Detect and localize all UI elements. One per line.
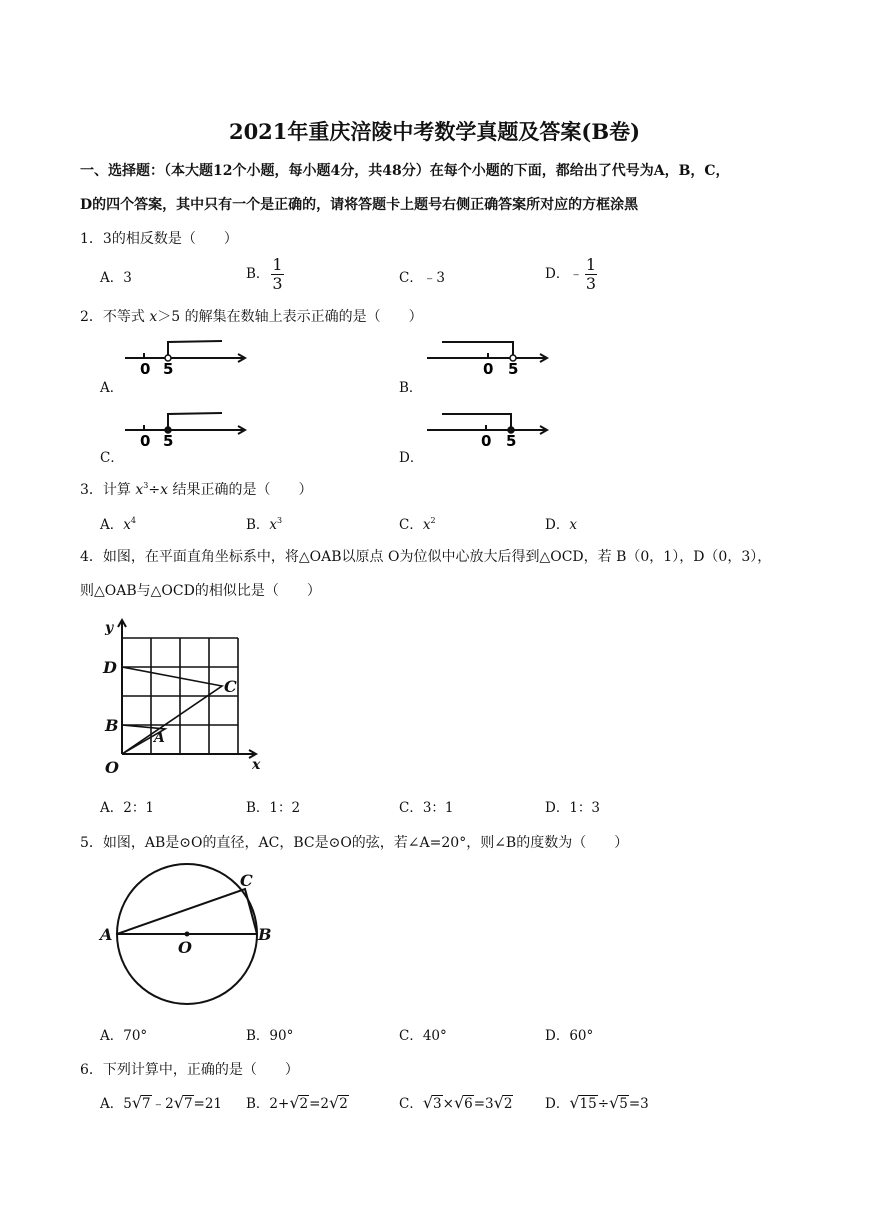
section-instructions-line2: D的四个答案，其中只有一个是正确的，请将答题卡上题号右侧正确答案所对应的方框涂黑 [80, 197, 639, 213]
q6-option-d: D．√15÷√5=3 [545, 1093, 649, 1112]
q2-d-five: 5 [506, 432, 517, 450]
q2-option-b-label: B． [399, 380, 423, 396]
q5-circle-figure [95, 858, 295, 1008]
x-axis-label: x [252, 757, 261, 773]
section-instructions-line1: 一、选择题：（本大题12个小题，每小题4分，共48分）在每个小题的下面，都给出了代号为A，B，C， [80, 163, 730, 179]
q2-option-d-label: D． [399, 450, 424, 466]
question-5-stem: 5．如图，AB是⊙O的直径，AC，BC是⊙O的弦，若∠A=20°，则∠B的度数为（ ） [80, 835, 629, 851]
q5-center-o-label: O [178, 938, 192, 957]
q4-option-b: B．1：2 [246, 800, 301, 816]
q2-option-a-numberline [120, 336, 250, 376]
q5-option-b: B．90° [246, 1028, 294, 1044]
q2-option-d-numberline [424, 408, 554, 448]
question-6-stem: 6．下列计算中，正确的是（ ） [80, 1062, 299, 1078]
q4-option-a: A．2：1 [100, 800, 154, 816]
q4-option-d: D．1：3 [545, 800, 601, 816]
q6-option-a: A．5√7﹣2√7=21 [100, 1093, 223, 1112]
q3-option-d: D．x [545, 517, 577, 533]
q5-point-c-label: C [240, 871, 253, 890]
q2-b-zero: 0 [483, 360, 494, 378]
y-axis-label: y [105, 620, 114, 636]
q2-d-zero: 0 [481, 432, 492, 450]
q3-option-c: C．$x^2$ [399, 516, 436, 533]
q2-option-c-numberline [120, 408, 250, 448]
q2-a-five: 5 [163, 360, 174, 378]
question-4-stem-line1: 4．如图，在平面直角坐标系中，将△OAB以原点 O为位似中心放大后得到△OCD，若 B（0，1），D（0，3）， [80, 549, 772, 565]
q2-option-a-label: A． [100, 380, 124, 396]
q5-option-a: A．70° [100, 1028, 148, 1044]
q5-option-c: C．40° [399, 1028, 447, 1044]
point-d-label: D [103, 658, 117, 677]
q2-option-b-numberline [424, 336, 554, 376]
point-a-label: A [154, 730, 165, 746]
q5-point-a-label: A [100, 925, 113, 944]
q2-option-c-label: C． [100, 450, 124, 466]
q5-point-b-label: B [258, 925, 272, 944]
q2-c-five: 5 [163, 432, 174, 450]
q6-option-b: B．2+√2=2√2 [246, 1093, 348, 1112]
q2-b-five: 5 [508, 360, 519, 378]
question-1-stem: 1．3的相反数是（ ） [80, 231, 238, 247]
q4-option-c: C．3：1 [399, 800, 454, 816]
page-title: 2021年重庆涪陵中考数学真题及答案(B卷) [228, 119, 641, 144]
q2-a-zero: 0 [140, 360, 151, 378]
question-3-stem: 3．计算 $x^3\div x$ 结果正确的是（ ） [80, 481, 313, 498]
question-2-stem: 2．不等式 x＞5 的解集在数轴上表示正确的是（ ） [80, 309, 423, 325]
q2-c-zero: 0 [140, 432, 151, 450]
question-4-stem-line2: 则△OAB与△OCD的相似比是（ ） [80, 583, 321, 599]
q1-option-b: B． $\frac{1}{3}$ [246, 255, 283, 293]
q3-option-b: B．$x^3$ [246, 516, 283, 533]
q4-coordinate-figure [100, 616, 270, 776]
q1-option-d: D．﹣ $\frac{1}{3}$ [545, 255, 597, 293]
q6-option-c: C．√3×√6=3√2 [399, 1093, 513, 1112]
q1-option-a: A．3 [100, 270, 132, 286]
q1-option-c: C．﹣3 [399, 270, 445, 286]
q3-option-a: A．$x^4$ [100, 516, 136, 533]
point-c-label: C [224, 677, 237, 696]
point-b-label: B [105, 716, 119, 735]
q5-option-d: D．60° [545, 1028, 594, 1044]
origin-label: O [105, 758, 119, 777]
